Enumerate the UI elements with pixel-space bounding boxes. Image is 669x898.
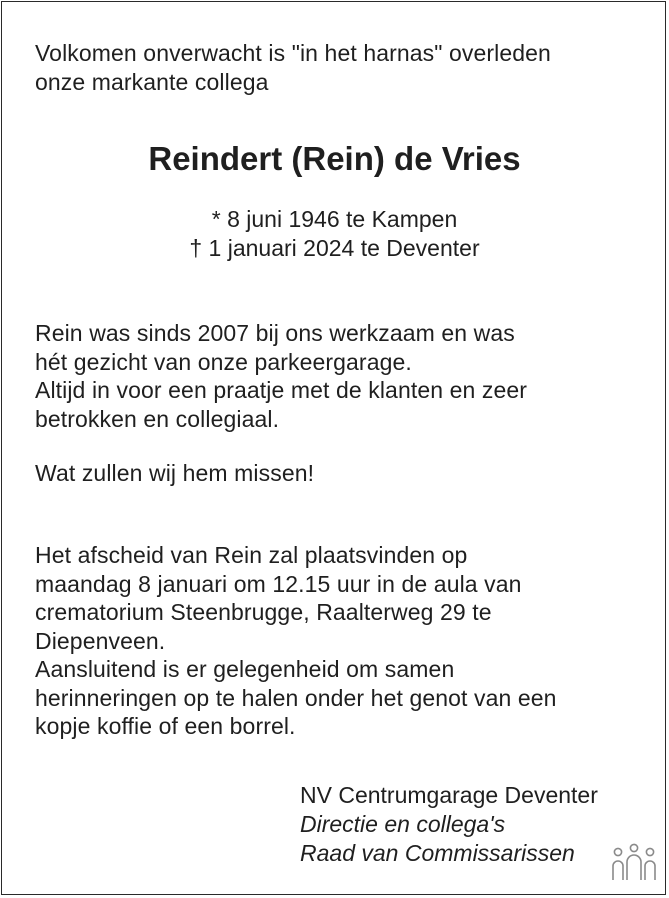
paragraph-missed xyxy=(35,459,314,488)
deceased-name: Reindert (Rein) de Vries xyxy=(148,140,521,177)
intro-text xyxy=(35,39,551,96)
paragraph-line: herinneringen op te halen onder het genot van een xyxy=(35,684,557,711)
paragraph-line: betrokken en collegiaal. xyxy=(35,405,280,432)
paragraph-line: Diepenveen. xyxy=(35,627,166,654)
dates-block xyxy=(0,205,669,263)
paragraph-line: Altijd in voor een praatje met de klanten en zeer xyxy=(35,377,528,403)
intro-line: onze markante collega xyxy=(35,68,269,95)
paragraph-line: Aansluitend is er gelegenheid om samen xyxy=(35,656,455,682)
intro-line: Volkomen onverwacht is "in het harnas" overleden xyxy=(35,40,551,66)
signature-block xyxy=(300,781,598,868)
paragraph-line: maandag 8 januari om 12.15 uur in de aula van xyxy=(35,570,522,597)
paragraph-line: crematorium Steenbrugge, Raalterweg 29 te xyxy=(35,599,492,625)
paragraph-work xyxy=(35,319,527,433)
paragraph-line: Het afscheid van Rein zal plaatsvinden op xyxy=(35,542,468,568)
signature-company: NV Centrumgarage Deventer xyxy=(300,782,598,808)
death-date: † 1 januari 2024 te Deventer xyxy=(189,235,480,261)
birth-date: * 8 juni 1946 te Kampen xyxy=(211,206,458,232)
notice-border xyxy=(1,1,666,895)
paragraph-line: Wat zullen wij hem missen! xyxy=(35,460,315,486)
paragraph-line: kopje koffie of een borrel. xyxy=(35,713,296,739)
paragraph-line: Rein was sinds 2007 bij ons werkzaam en was xyxy=(35,320,515,346)
people-group-icon xyxy=(611,842,657,882)
paragraph-farewell xyxy=(35,541,557,741)
signature-board: Raad van Commissarissen xyxy=(300,840,575,866)
paragraph-line: hét gezicht van onze parkeergarage. xyxy=(35,348,412,375)
signature-management: Directie en collega's xyxy=(300,811,506,837)
